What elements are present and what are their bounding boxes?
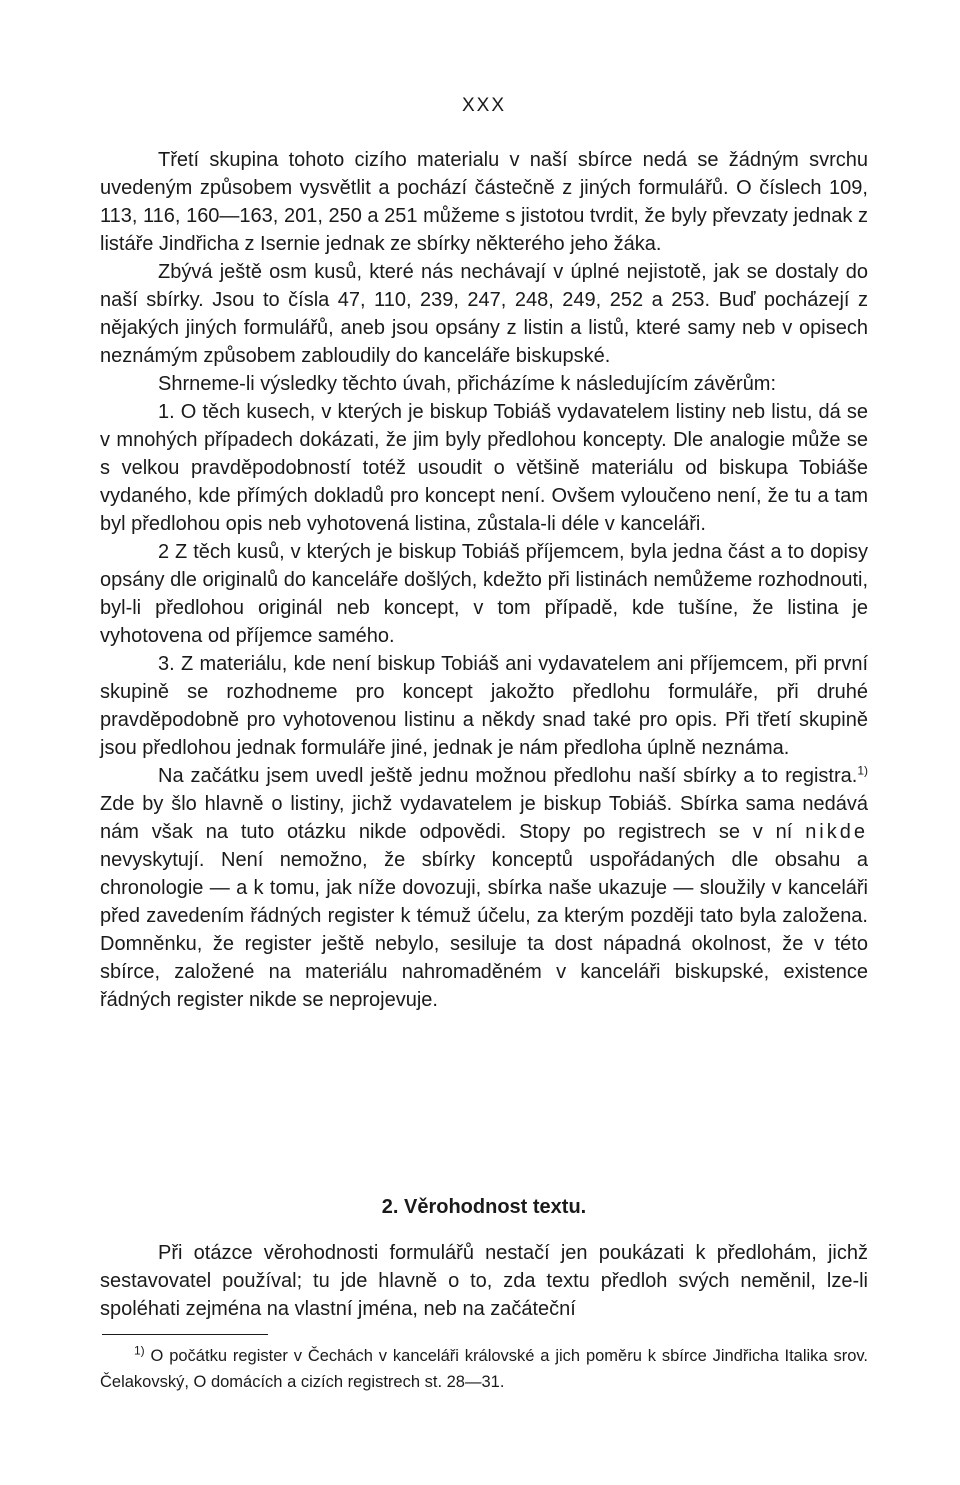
registers-text-part3: nevyskytují. Není nemožno, že sbírky konceptů uspořádaných dle obsahu a chronologie — a k tomu, jak níže dovozuji, sbírka naše ukazuje — sloužily v kanceláři před zavedením řádných register k témuž účelu, za kterým později tato byla založena. Domněnku, že register ještě nebylo, sesiluje ta dost nápadná okolnost, že v této sbírce, založené na materiálu nahromaděném v kanceláři biskupské, existence řádných register nikde se neprojevuje. <box>100 849 868 1011</box>
footnote-mark: 1) <box>134 1343 145 1358</box>
paragraph-foreign-material: Třetí skupina tohoto cizího materialu v naší sbírce nedá se žádným svrchu uvedeným způsobem vysvětlit a pochází částečně z jiných formulářů. O číslech 109, 113, 116, 160—163, 201, 250 a 251 můžeme s jistotou tvrdit, že byly převzaty jednak z listáře Jindřicha z Isernie jednak ze sbírky některého jeho žáka. <box>100 149 868 255</box>
paragraph-conclusion-3: 3. Z materiálu, kde není biskup Tobiáš ani vydavatelem ani příjemcem, při první skupině se rozhodneme pro koncept jakožto předlohu formuláře, při druhé pravděpodobně pro vyhotovenou listinu a někdy snad také pro opis. Při třetí skupině jsou předlohou jednak formuláře jiné, jednak je nám předloha úplně neznáma. <box>100 653 868 759</box>
registers-text-part2: Zde by šlo hlavně o listiny, jichž vydavatelem je biskup Tobiáš. Sbírka sama nedává nám však na tuto otázku nikde odpovědi. Stopy po registrech se v ní <box>100 793 868 843</box>
footnote-divider <box>102 1334 268 1335</box>
footnote-reference: 1) <box>857 763 868 778</box>
emphasized-word: nikde <box>805 821 868 843</box>
section-heading: 2. Věrohodnost textu. <box>381 1196 587 1218</box>
page-number: XXX <box>461 95 507 116</box>
paragraph-registers <box>100 762 868 1014</box>
registers-text-part1: Na začátku jsem uvedl ještě jednu možnou předlohu naší sbírky a to registra. <box>158 765 858 787</box>
section-text <box>100 1239 868 1323</box>
footnotes <box>100 1343 868 1395</box>
main-text <box>100 146 868 1014</box>
paragraph-summary-intro: Shrneme-li výsledky těchto úvah, přicházíme k následujícím závěrům: <box>158 373 777 395</box>
paragraph-authenticity: Při otázce věrohodnosti formulářů nestačí jen poukázati k předlohám, jichž sestavovatel používal; tu jde hlavně o to, zda textu předloh svých neměnil, lze-li spoléhati zejména na vlastní jména, neb na začáteční <box>100 1242 868 1320</box>
paragraph-remaining-pieces: Zbývá ještě osm kusů, které nás nechávají v úplné nejistotě, jak se dostaly do naší sbírky. Jsou to čísla 47, 110, 239, 247, 248, 249, 252 a 253. Buď pocházejí z nějakých jiných formulářů, aneb jsou opsány z listin a listů, které samy neb v opisech neznámým způsobem zabloudily do kanceláře biskupské. <box>100 261 868 367</box>
paragraph-conclusion-1: 1. O těch kusech, v kterých je biskup Tobiáš vydavatelem listiny neb listu, dá se v mnohých případech dokázati, že jim byly předlohou koncepty. Dle analogie může se s velkou pravděpodobností totéž usoudit o většině materiálu od biskupa Tobiáše vydaného, kde přímých dokladů pro koncept není. Ovšem vyloučeno není, že tu a tam byl předlohou opis neb vyhotovená listina, zůstala-li déle v kanceláři. <box>100 401 868 535</box>
footnote-text: O počátku register v Čechách v kanceláři královské a jich poměru k sbírce Jindřicha Italika srov. Čelakovský, O domácích a cizích registrech st. 28—31. <box>100 1347 868 1391</box>
document-page <box>100 0 868 1485</box>
paragraph-conclusion-2: 2 Z těch kusů, v kterých je biskup Tobiáš příjemcem, byla jedna část a to dopisy opsány dle originalů do kanceláře došlých, kdežto při listinách nemůžeme rozhodnouti, byl-li předlohou originál neb koncept, v tom případě, kde tušíne, že listina je vyhotovena od příjemce samého. <box>100 541 868 647</box>
footnote-1 <box>100 1343 868 1395</box>
